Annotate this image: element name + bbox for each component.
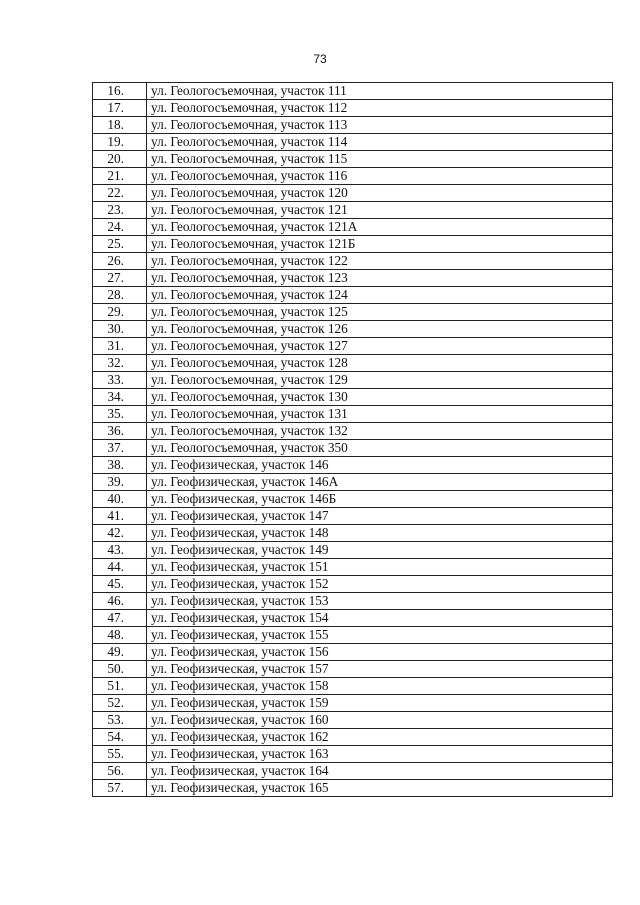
row-number: 55.: [93, 746, 147, 763]
row-address: ул. Геологосъемочная, участок 121А: [147, 219, 613, 236]
row-number: 37.: [93, 440, 147, 457]
table-row: [93, 746, 613, 763]
row-address: ул. Геологосъемочная, участок 111: [147, 83, 613, 100]
row-address: ул. Геофизическая, участок 155: [147, 627, 613, 644]
table-row: [93, 661, 613, 678]
row-number: 52.: [93, 695, 147, 712]
row-address: ул. Геофизическая, участок 146Б: [147, 491, 613, 508]
row-address: ул. Геофизическая, участок 158: [147, 678, 613, 695]
row-number: 38.: [93, 457, 147, 474]
row-address: ул. Геофизическая, участок 154: [147, 610, 613, 627]
table-row: [93, 610, 613, 627]
table-row: [93, 440, 613, 457]
row-number: 27.: [93, 270, 147, 287]
table-row: [93, 219, 613, 236]
table-row: [93, 117, 613, 134]
row-address: ул. Геофизическая, участок 164: [147, 763, 613, 780]
row-address: ул. Геофизическая, участок 148: [147, 525, 613, 542]
row-number: 29.: [93, 304, 147, 321]
row-address: ул. Геологосъемочная, участок 127: [147, 338, 613, 355]
row-address: ул. Геологосъемочная, участок 131: [147, 406, 613, 423]
table-row: [93, 321, 613, 338]
row-address: ул. Геофизическая, участок 156: [147, 644, 613, 661]
row-number: 34.: [93, 389, 147, 406]
table-row: [93, 355, 613, 372]
row-address: ул. Геологосъемочная, участок 130: [147, 389, 613, 406]
table-row: [93, 100, 613, 117]
table-row: [93, 338, 613, 355]
row-address: ул. Геофизическая, участок 157: [147, 661, 613, 678]
row-number: 32.: [93, 355, 147, 372]
table-row: [93, 729, 613, 746]
table-row: [93, 304, 613, 321]
table-row: [93, 185, 613, 202]
table-row: [93, 151, 613, 168]
row-number: 33.: [93, 372, 147, 389]
table-row: [93, 202, 613, 219]
table-row: [93, 780, 613, 797]
row-address: ул. Геофизическая, участок 159: [147, 695, 613, 712]
row-number: 57.: [93, 780, 147, 797]
table-row: [93, 712, 613, 729]
row-address: ул. Геофизическая, участок 149: [147, 542, 613, 559]
row-address: ул. Геофизическая, участок 152: [147, 576, 613, 593]
row-address: ул. Геологосъемочная, участок 114: [147, 134, 613, 151]
row-address: ул. Геологосъемочная, участок 129: [147, 372, 613, 389]
row-number: 19.: [93, 134, 147, 151]
row-address: ул. Геологосъемочная, участок 132: [147, 423, 613, 440]
row-number: 20.: [93, 151, 147, 168]
table-row: [93, 168, 613, 185]
row-number: 47.: [93, 610, 147, 627]
row-number: 41.: [93, 508, 147, 525]
row-number: 39.: [93, 474, 147, 491]
table-row: [93, 593, 613, 610]
table-row: [93, 474, 613, 491]
row-number: 56.: [93, 763, 147, 780]
row-address: ул. Геофизическая, участок 153: [147, 593, 613, 610]
table-row: [93, 644, 613, 661]
row-address: ул. Геофизическая, участок 146: [147, 457, 613, 474]
row-number: 22.: [93, 185, 147, 202]
row-address: ул. Геологосъемочная, участок 121Б: [147, 236, 613, 253]
table-row: [93, 134, 613, 151]
row-address: ул. Геологосъемочная, участок 126: [147, 321, 613, 338]
row-address: ул. Геологосъемочная, участок 124: [147, 287, 613, 304]
row-number: 42.: [93, 525, 147, 542]
row-address: ул. Геологосъемочная, участок 350: [147, 440, 613, 457]
table-row: [93, 576, 613, 593]
row-number: 36.: [93, 423, 147, 440]
table-row: [93, 542, 613, 559]
row-number: 17.: [93, 100, 147, 117]
row-address: ул. Геофизическая, участок 151: [147, 559, 613, 576]
table-row: [93, 525, 613, 542]
row-address: ул. Геологосъемочная, участок 123: [147, 270, 613, 287]
row-number: 25.: [93, 236, 147, 253]
row-address: ул. Геологосъемочная, участок 113: [147, 117, 613, 134]
row-address: ул. Геологосъемочная, участок 116: [147, 168, 613, 185]
table-row: [93, 253, 613, 270]
row-number: 16.: [93, 83, 147, 100]
row-address: ул. Геофизическая, участок 165: [147, 780, 613, 797]
row-number: 54.: [93, 729, 147, 746]
table-row: [93, 763, 613, 780]
row-address: ул. Геологосъемочная, участок 115: [147, 151, 613, 168]
row-number: 23.: [93, 202, 147, 219]
table-row: [93, 627, 613, 644]
table-row: [93, 423, 613, 440]
row-address: ул. Геологосъемочная, участок 121: [147, 202, 613, 219]
row-number: 51.: [93, 678, 147, 695]
row-address: ул. Геофизическая, участок 162: [147, 729, 613, 746]
row-address: ул. Геофизическая, участок 160: [147, 712, 613, 729]
row-number: 28.: [93, 287, 147, 304]
row-address: ул. Геологосъемочная, участок 125: [147, 304, 613, 321]
table-row: [93, 695, 613, 712]
row-address: ул. Геологосъемочная, участок 128: [147, 355, 613, 372]
table-row: [93, 389, 613, 406]
row-address: ул. Геологосъемочная, участок 120: [147, 185, 613, 202]
table-row: [93, 559, 613, 576]
row-address: ул. Геологосъемочная, участок 122: [147, 253, 613, 270]
row-number: 18.: [93, 117, 147, 134]
row-number: 43.: [93, 542, 147, 559]
row-number: 30.: [93, 321, 147, 338]
table-row: [93, 236, 613, 253]
table-row: [93, 457, 613, 474]
row-number: 44.: [93, 559, 147, 576]
page-number: 73: [313, 52, 327, 66]
row-address: ул. Геологосъемочная, участок 112: [147, 100, 613, 117]
table-row: [93, 491, 613, 508]
row-number: 40.: [93, 491, 147, 508]
row-number: 24.: [93, 219, 147, 236]
address-table: [92, 82, 613, 797]
row-number: 46.: [93, 593, 147, 610]
table-row: [93, 678, 613, 695]
row-number: 53.: [93, 712, 147, 729]
row-number: 45.: [93, 576, 147, 593]
row-address: ул. Геофизическая, участок 147: [147, 508, 613, 525]
table-row: [93, 508, 613, 525]
table-row: [93, 372, 613, 389]
row-number: 49.: [93, 644, 147, 661]
row-address: ул. Геофизическая, участок 146А: [147, 474, 613, 491]
row-number: 35.: [93, 406, 147, 423]
row-number: 31.: [93, 338, 147, 355]
table-row: [93, 270, 613, 287]
row-number: 21.: [93, 168, 147, 185]
table-row: [93, 406, 613, 423]
table-row: [93, 83, 613, 100]
table-row: [93, 287, 613, 304]
row-number: 50.: [93, 661, 147, 678]
row-address: ул. Геофизическая, участок 163: [147, 746, 613, 763]
row-number: 48.: [93, 627, 147, 644]
row-number: 26.: [93, 253, 147, 270]
address-table-body: [93, 83, 613, 797]
